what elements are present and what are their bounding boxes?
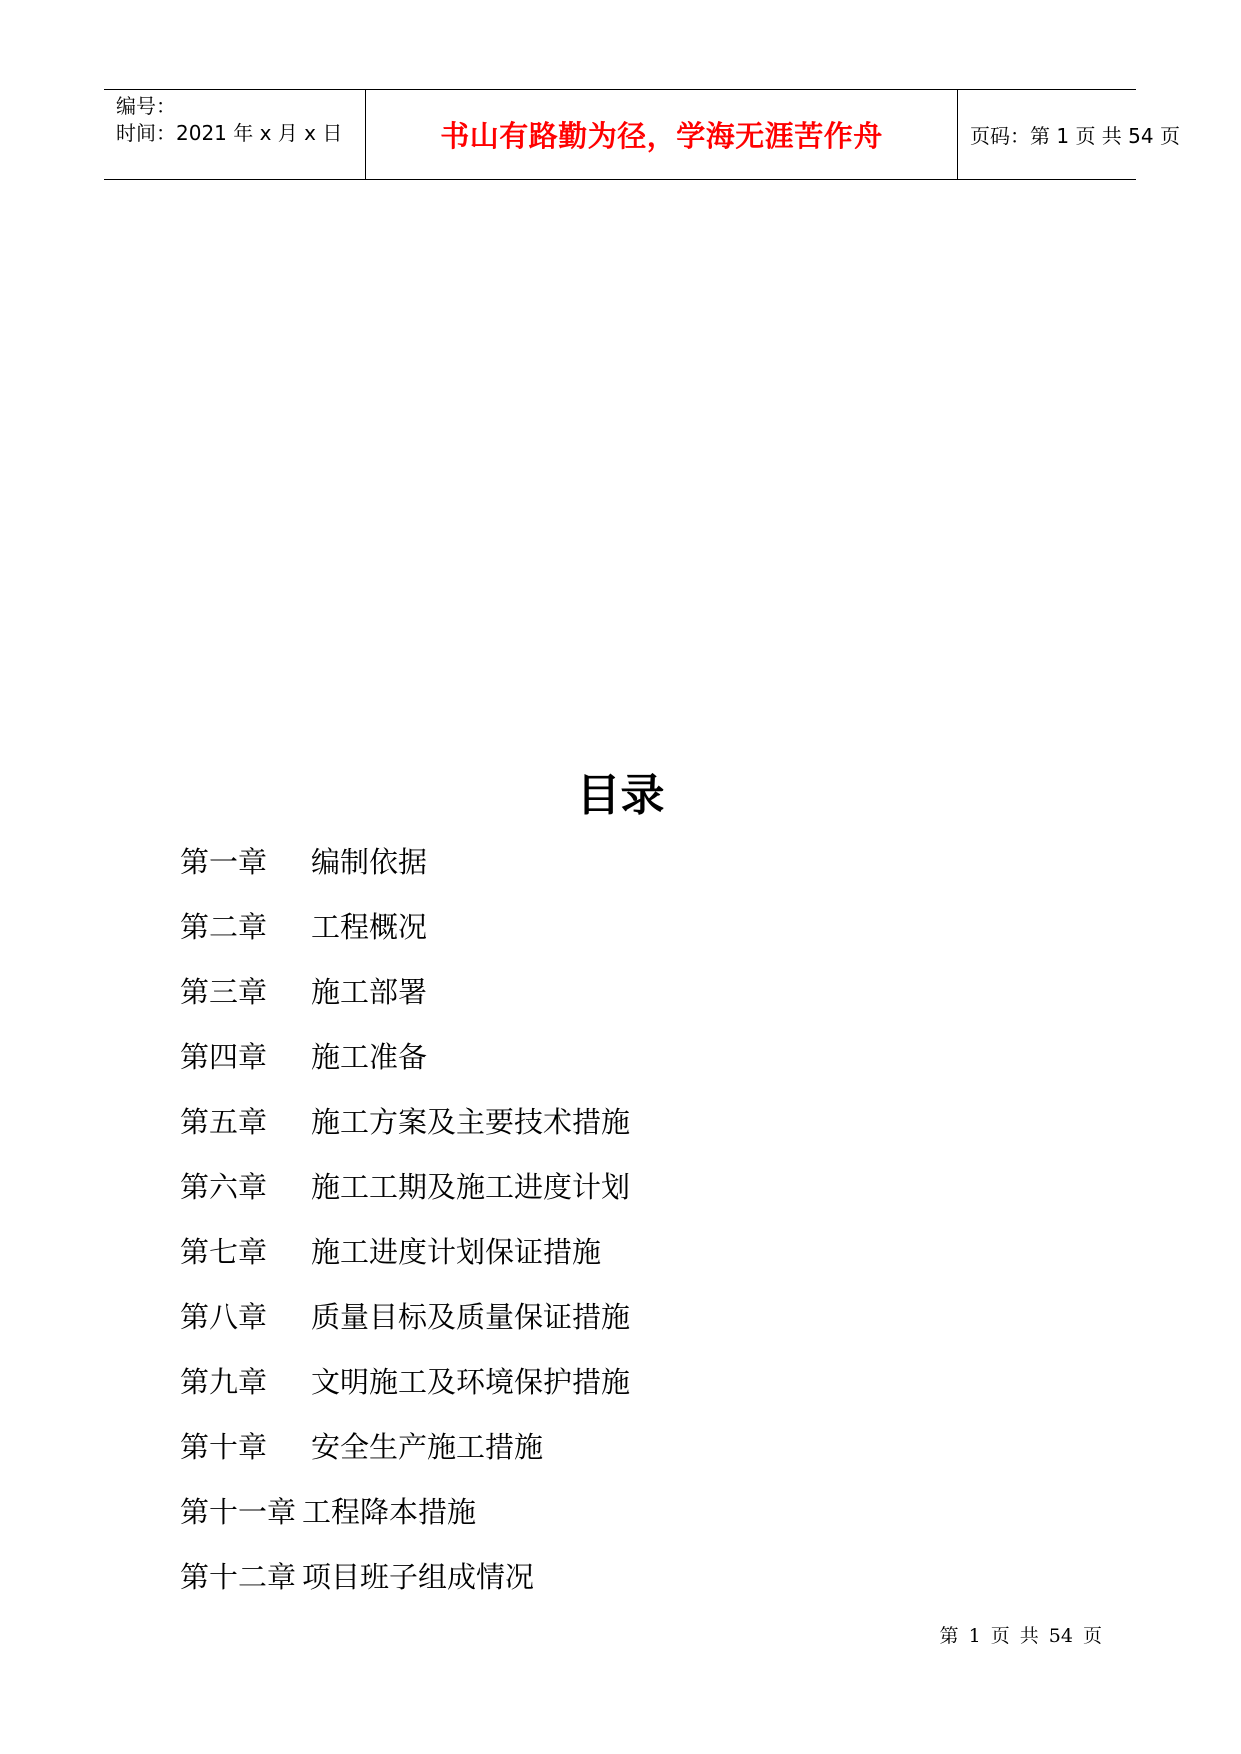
header-motto: 书山有路勤为径，学海无涯苦作舟: [440, 119, 883, 153]
toc-item[interactable]: [180, 905, 630, 970]
toc-chapter-title: 施工部署: [311, 975, 428, 1009]
header-page-cell: [958, 90, 1180, 179]
header-meta-cell: [104, 90, 366, 179]
toc-title: 目录: [576, 770, 665, 821]
toc-item[interactable]: [180, 840, 630, 905]
toc-chapter-title: 施工准备: [311, 1040, 428, 1074]
toc-chapter-number: 第一章: [180, 845, 268, 879]
toc-chapter-number: 第三章: [180, 975, 268, 1009]
toc-chapter-title: 工程降本措施: [302, 1495, 477, 1529]
header-motto-cell: [366, 90, 958, 179]
toc-item[interactable]: [180, 1230, 630, 1295]
toc-chapter-number: 第十章: [180, 1430, 268, 1464]
toc-chapter-number: 第六章: [180, 1170, 268, 1204]
toc-chapter-number: 第十二章: [180, 1560, 297, 1594]
toc-item[interactable]: [180, 1555, 630, 1620]
page-footer-number: 第 1 页 共 54 页: [939, 1625, 1102, 1647]
toc-item[interactable]: [180, 970, 630, 1035]
page-header: [104, 89, 1180, 180]
toc-chapter-title: 施工工期及施工进度计划: [311, 1170, 631, 1204]
header-page-info: 页码：第 1 页 共 54 页: [970, 124, 1180, 148]
toc-item[interactable]: [180, 1295, 630, 1360]
document-time-label: 时间：2021 年 x 月 x 日: [116, 121, 343, 145]
toc-chapter-title: 质量目标及质量保证措施: [311, 1300, 631, 1334]
toc-chapter-title: 项目班子组成情况: [302, 1560, 535, 1594]
toc-item[interactable]: [180, 1165, 630, 1230]
document-code-label: 编号：: [116, 94, 176, 118]
toc-chapter-title: 施工方案及主要技术措施: [311, 1105, 631, 1139]
toc-chapter-number: 第十一章: [180, 1495, 297, 1529]
toc-item[interactable]: [180, 1490, 630, 1555]
toc-list: [180, 840, 630, 1620]
toc-chapter-title: 工程概况: [311, 910, 428, 944]
toc-chapter-number: 第二章: [180, 910, 268, 944]
toc-item[interactable]: [180, 1035, 630, 1100]
toc-chapter-number: 第九章: [180, 1365, 268, 1399]
toc-chapter-title: 安全生产施工措施: [311, 1430, 544, 1464]
toc-item[interactable]: [180, 1100, 630, 1165]
toc-chapter-number: 第四章: [180, 1040, 268, 1074]
toc-chapter-title: 文明施工及环境保护措施: [311, 1365, 631, 1399]
toc-item[interactable]: [180, 1360, 630, 1425]
toc-chapter-number: 第七章: [180, 1235, 268, 1269]
toc-item[interactable]: [180, 1425, 630, 1490]
toc-chapter-title: 施工进度计划保证措施: [311, 1235, 602, 1269]
toc-chapter-number: 第五章: [180, 1105, 268, 1139]
toc-chapter-title: 编制依据: [311, 845, 428, 879]
toc-chapter-number: 第八章: [180, 1300, 268, 1334]
